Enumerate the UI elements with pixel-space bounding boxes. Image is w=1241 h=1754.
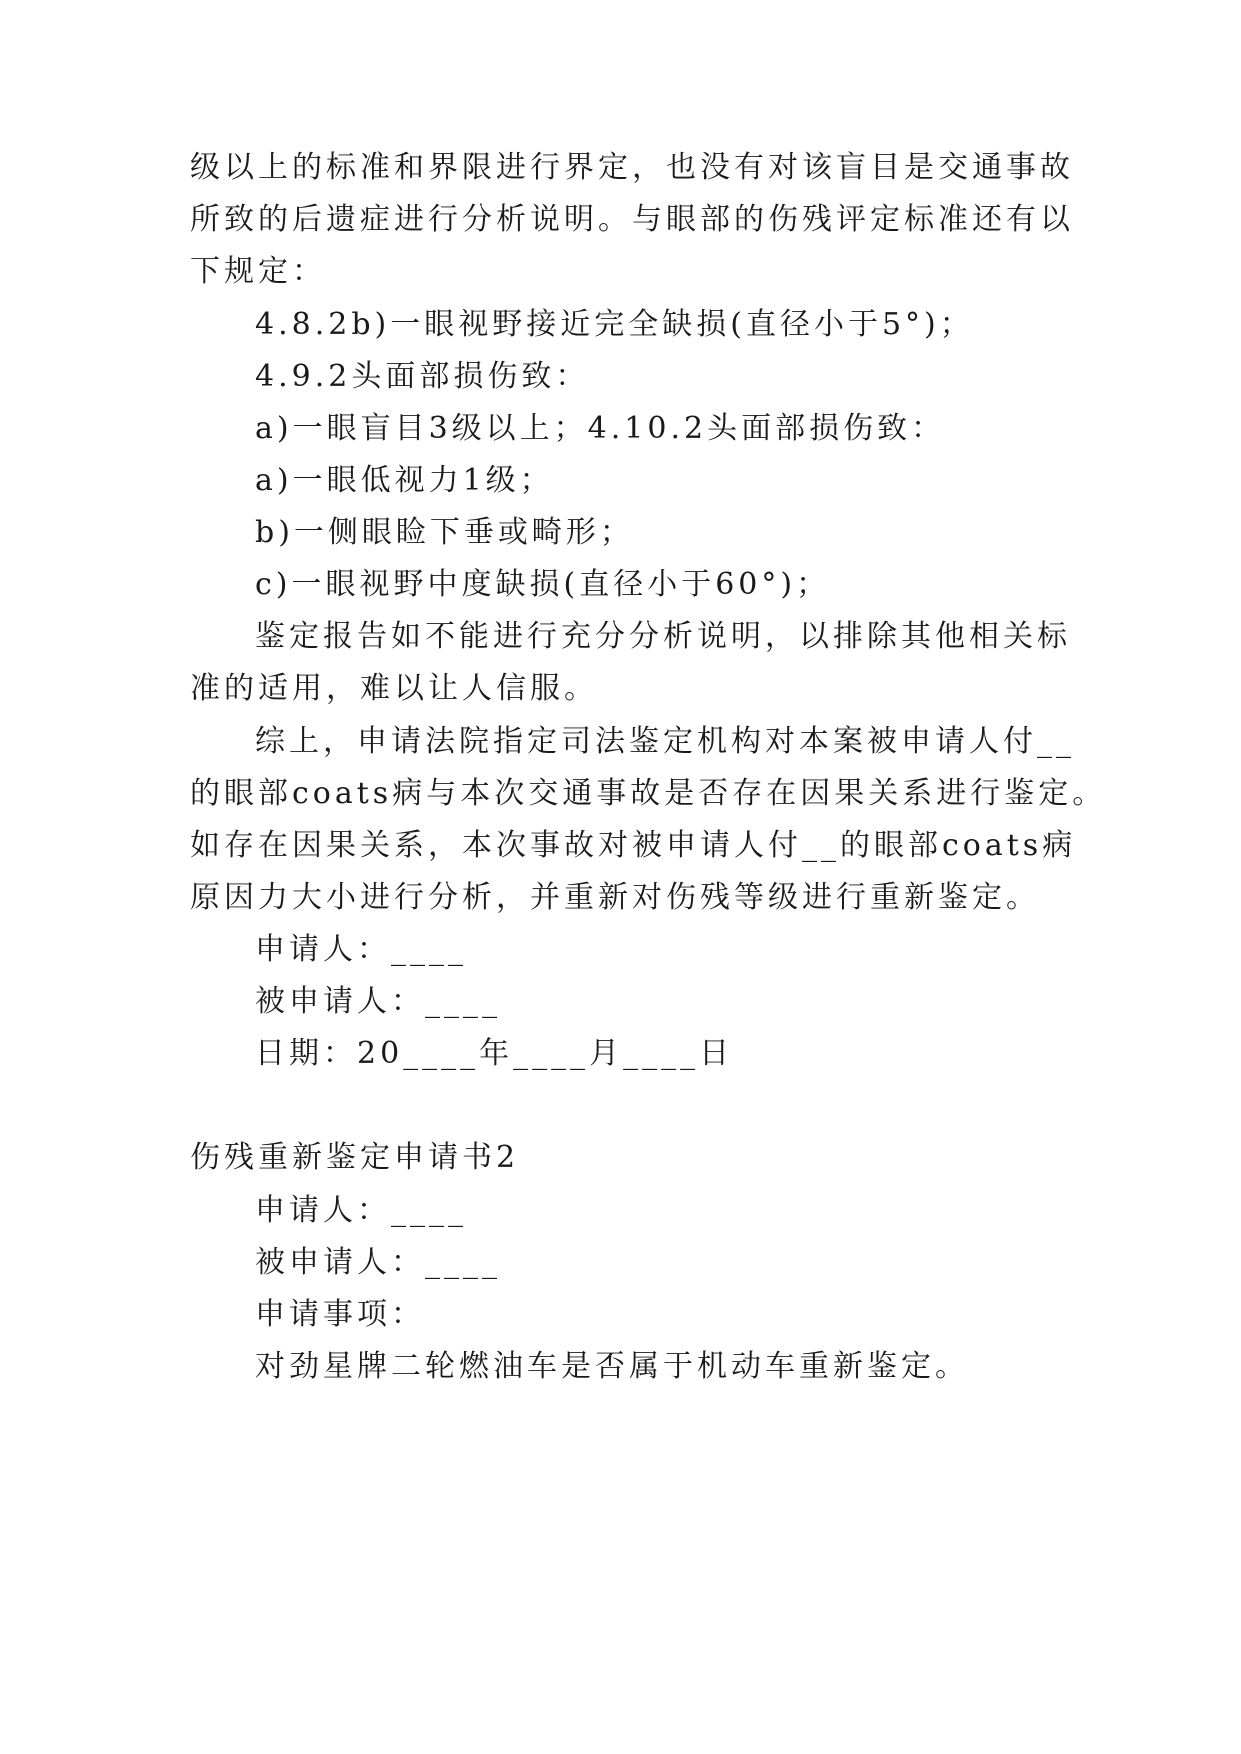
date-line: 日期：20____年____月____日 [255,1036,734,1071]
applicant-line: 申请人：____ [255,1193,467,1228]
paragraph-line: b)一侧眼睑下垂或畸形； [255,515,634,550]
paragraph-line: 4.9.2头面部损伤致： [255,359,590,394]
paragraph-line: a)一眼低视力1级； [255,463,554,498]
paragraph-line: 所致的后遗症进行分析说明。与眼部的伤残评定标准还有以 [190,202,1074,237]
paragraph-line: 级以上的标准和界限进行界定，也没有对该盲目是交通事故 [190,150,1074,185]
request-items-heading: 申请事项： [255,1297,425,1332]
paragraph-line: 综上，申请法院指定司法鉴定机构对本案被申请人付__ [255,724,1075,759]
paragraph-line: 4.8.2b)一眼视野接近完全缺损(直径小于5°)； [255,307,974,342]
paragraph-line: 下规定： [190,254,326,289]
paragraph-line: 准的适用，难以让人信服。 [190,671,598,706]
paragraph-line: a)一眼盲目3级以上；4.10.2头面部损伤致： [255,411,946,446]
paragraph-line: 鉴定报告如不能进行充分分析说明，以排除其他相关标 [255,619,1071,654]
paragraph-line: 如存在因果关系，本次事故对被申请人付__的眼部coats病 [190,828,1077,863]
section-title: 伤残重新鉴定申请书2 [190,1140,520,1175]
respondent-line: 被申请人：____ [255,984,501,1019]
paragraph-line: 原因力大小进行分析，并重新对伤残等级进行重新鉴定。 [190,880,1040,915]
respondent-line: 被申请人：____ [255,1245,501,1280]
paragraph-line: c)一眼视野中度缺损(直径小于60°)； [255,567,831,602]
request-item-text: 对劲星牌二轮燃油车是否属于机动车重新鉴定。 [255,1349,969,1384]
paragraph-line: 的眼部coats病与本次交通事故是否存在因果关系进行鉴定。 [190,776,1107,811]
applicant-line: 申请人：____ [255,932,467,967]
